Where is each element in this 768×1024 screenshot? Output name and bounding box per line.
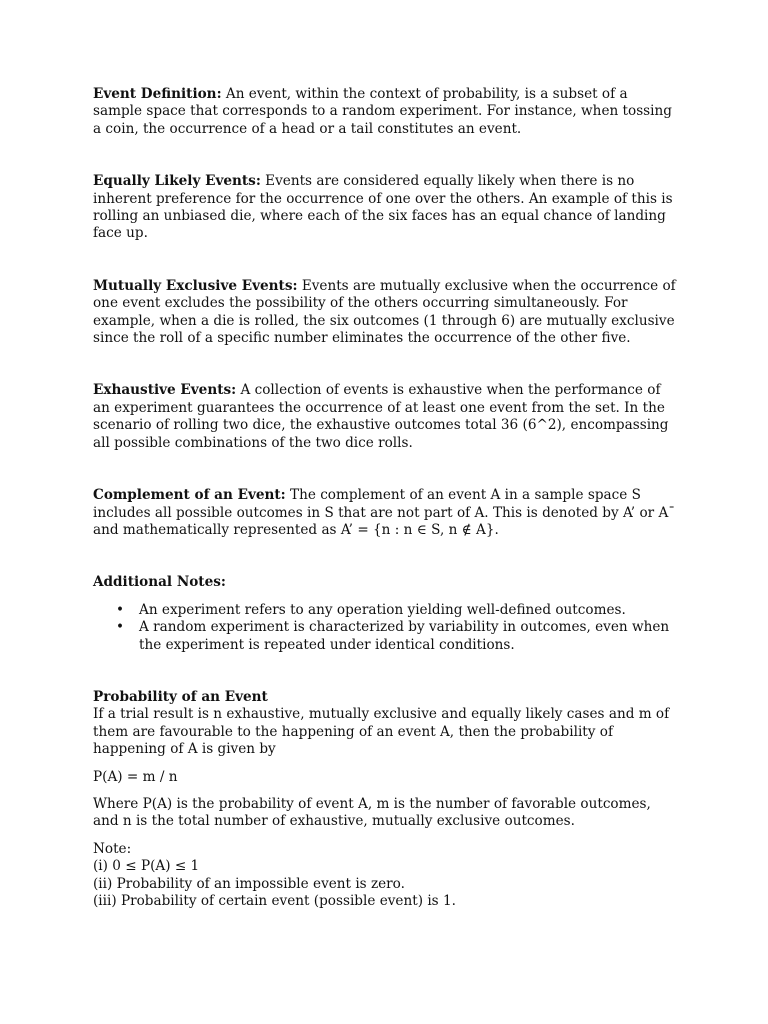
additional-notes-list <box>93 602 677 654</box>
note-item: (i) 0 ≤ P(A) ≤ 1 <box>93 858 200 875</box>
bullet-icon: • <box>116 601 125 618</box>
probability-intro: If a trial result is n exhaustive, mutually exclusive and equally likely cases and m of them are favourable to the happening of an event A, then the probability of happening of A is given by <box>93 706 670 758</box>
bullet-icon: • <box>116 619 125 636</box>
list-item-text: An experiment refers to any operation yielding well-defined outcomes. <box>139 601 626 618</box>
equally-likely-paragraph <box>93 173 677 243</box>
event-definition-text: An event, within the context of probability, is a subset of a sample space that corresponds to a random experiment. For instance, when tossing a coin, the occurrence of a head or a tail constitutes an event. <box>93 86 672 137</box>
probability-section <box>93 689 677 910</box>
complement-paragraph <box>93 487 677 539</box>
list-item <box>116 601 677 619</box>
exhaustive-heading: Exhaustive Events: <box>93 382 237 399</box>
exhaustive-paragraph <box>93 382 677 452</box>
complement-heading: Complement of an Event: <box>93 487 286 504</box>
mutually-exclusive-text: Events are mutually exclusive when the occurrence of one event excludes the possibility of the others occurring simultaneously. For example, when a die is rolled, the six outcomes (1 through 6) are mutually exclusive since the roll of a specific number eliminates the occurrence of the other five. <box>93 277 676 347</box>
equally-likely-heading: Equally Likely Events: <box>93 173 261 190</box>
complement-text: The complement of an event A in a sample space S includes all possible outcomes in S that are not part of A. This is denoted by A’ or A¯ and mathematically represented as A’ = {n : n ∈ S, n ∉ A}. <box>93 487 676 538</box>
exhaustive-text: A collection of events is exhaustive when the performance of an experiment guarantees the occurrence of at least one event from the set. In the scenario of rolling two dice, the exhaustive outcomes total 36 (6^2), encompassing all possible combinations of the two dice rolls. <box>93 382 669 451</box>
list-item-text: A random experiment is characterized by variability in outcomes, even when the experiment is repeated under identical conditions. <box>139 619 670 653</box>
additional-notes-heading: Additional Notes: <box>93 574 226 591</box>
event-definition-paragraph <box>93 86 677 138</box>
probability-formula: P(A) = m / n <box>93 768 178 785</box>
probability-explanation: Where P(A) is the probability of event A, m is the number of favorable outcomes, and n is the total number of exhaustive, mutually exclusive outcomes. <box>93 795 651 830</box>
probability-heading: Probability of an Event <box>93 688 268 705</box>
probability-notes <box>93 841 677 911</box>
mutually-exclusive-paragraph <box>93 278 677 348</box>
note-label: Note: <box>93 840 132 857</box>
list-item <box>116 619 677 654</box>
note-item: (iii) Probability of certain event (possible event) is 1. <box>93 893 456 909</box>
event-definition-heading: Event Definition: <box>93 86 222 102</box>
document-page <box>93 86 677 910</box>
note-item: (ii) Probability of an impossible event is zero. <box>93 875 405 892</box>
equally-likely-text: Events are considered equally likely when there is no inherent preference for the occurrence of one over the others. An example of this is rolling an unbiased die, where each of the six faces has an equal chance of landing face up. <box>93 173 673 242</box>
mutually-exclusive-heading: Mutually Exclusive Events: <box>93 277 298 294</box>
